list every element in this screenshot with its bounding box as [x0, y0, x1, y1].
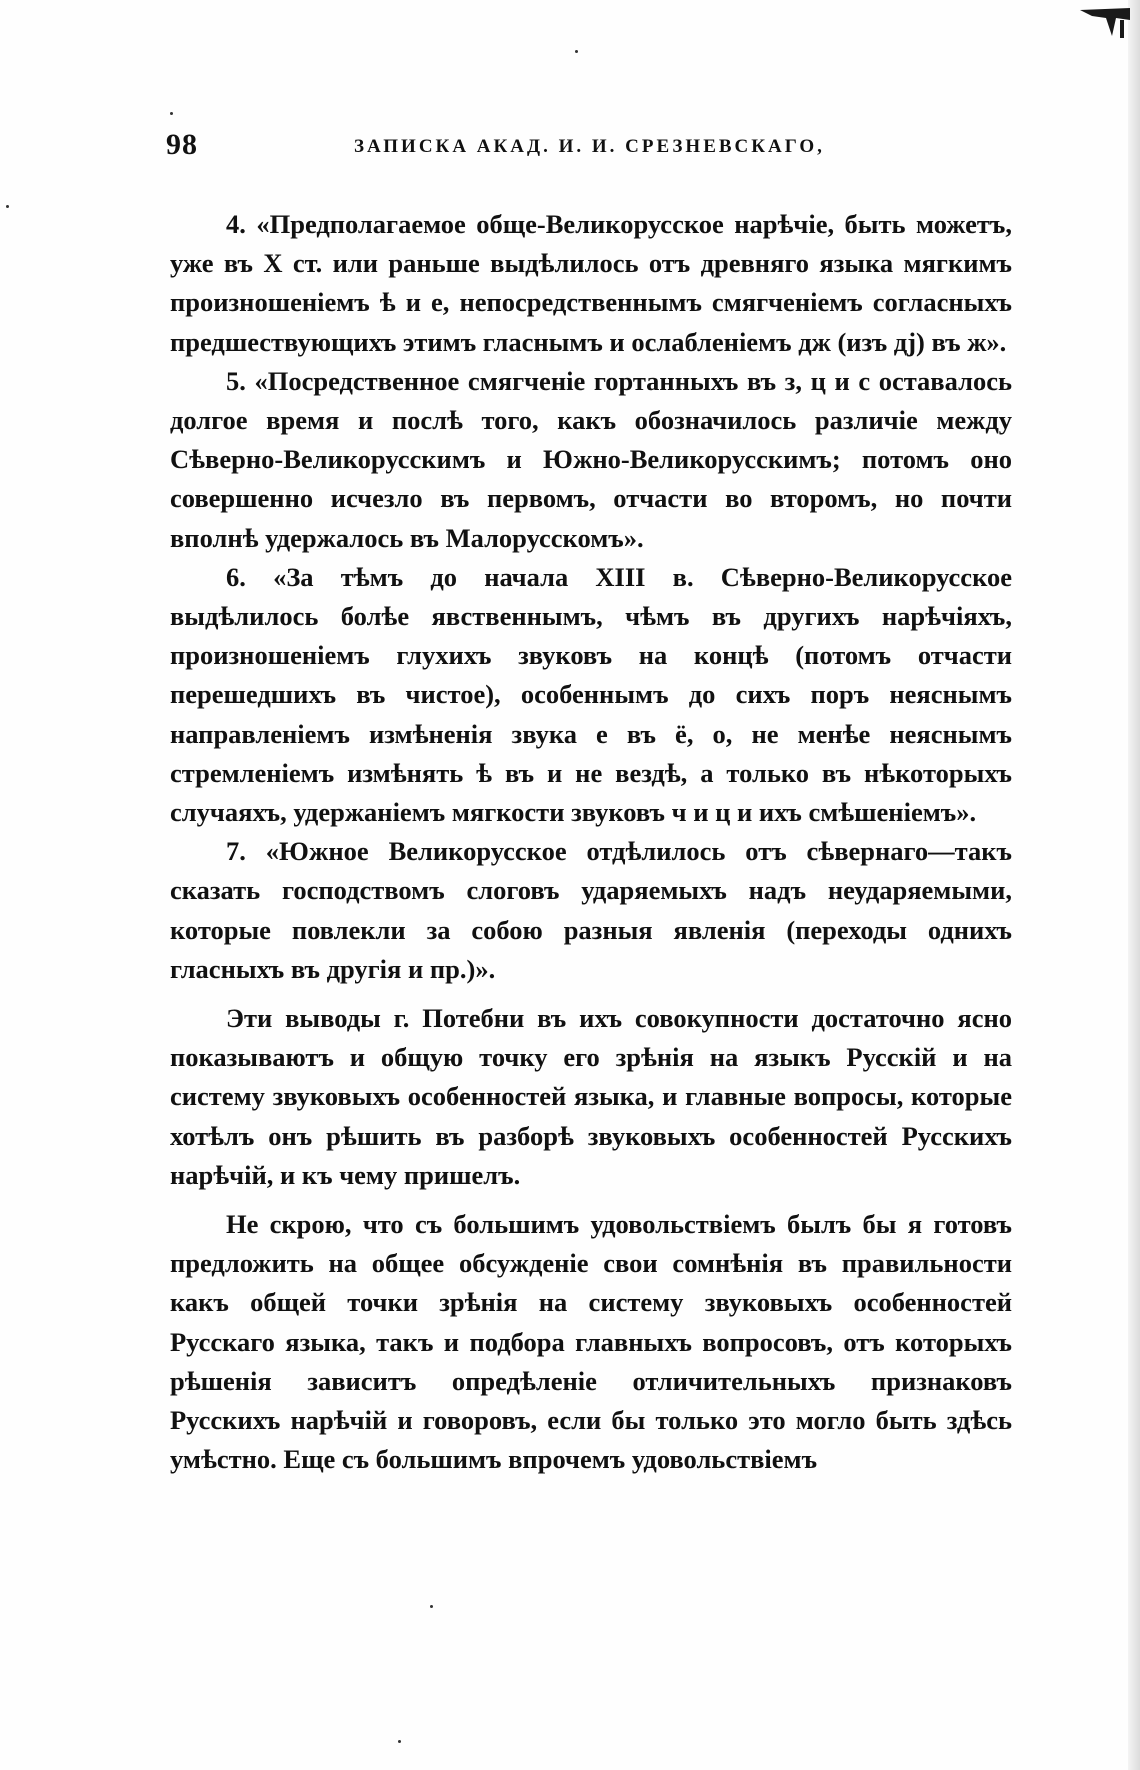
- page-header: [166, 128, 1010, 168]
- scan-speck: [575, 50, 578, 53]
- scan-speck: [170, 112, 173, 115]
- body-text: [170, 205, 1012, 1480]
- paragraph-remark: Не скрою, что съ большимъ удовольствіемъ былъ бы я готовъ предложить на общее обсужденіе свои сомнѣнія въ правильности какъ общей точки зрѣнія на систему звуковыхъ особенностей Русскаго языка, такъ и подбора главныхъ вопросовъ, отъ которыхъ рѣшенія зависитъ опредѣленіе отличительныхъ признаковъ Русскихъ нарѣчій и говоровъ, если бы только это могло быть здѣсь умѣстно. Еще съ большимъ впрочемъ удовольствіемъ: [170, 1209, 1012, 1475]
- running-title: ЗАПИСКА АКАД. И. И. СРЕЗНЕВСКАГО,: [354, 136, 825, 157]
- page-edge-shadow: [1128, 0, 1140, 1770]
- paragraph-conclusion: Эти выводы г. Потебни въ ихъ совокупности достаточно ясно показываютъ и общую точку его зрѣнія на языкъ Русскій и на систему звуковыхъ особенностей языка, и главные вопросы, которые хотѣлъ онъ рѣшить въ разборѣ звуковыхъ особенностей Русскихъ нарѣчій, и къ чему пришелъ.: [170, 1003, 1012, 1190]
- paragraph-point-6: 6. «За тѣмъ до начала XIII в. Сѣверно-Великорусское выдѣлилось болѣе явственнымъ, чѣмъ въ другихъ нарѣчіяхъ, произношеніемъ глухихъ звуковъ на концѣ (потомъ отчасти перешедшихъ въ чистое), особеннымъ до сихъ поръ неяснымъ направленіемъ измѣненія звука е въ ё, о, не менѣе неяснымъ стремленіемъ измѣнять ѣ въ и не вездѣ, а только въ нѣкоторыхъ случаяхъ, удержаніемъ мягкости звуковъ ч и ц и ихъ смѣшеніемъ».: [170, 561, 1012, 828]
- paragraph-point-4: 4. «Предполагаемое обще-Великорусское нарѣчіе, быть можетъ, уже въ X ст. или раньше выдѣлилось отъ древняго языка мягкимъ произношеніемъ ѣ и е, непосредственнымъ смягченіемъ согласныхъ предшествующихъ этимъ гласнымъ и ослабленіемъ дж (изъ дј) въ ж».: [170, 209, 1012, 357]
- paragraph-point-5: 5. «Посредственное смягченіе гортанныхъ въ з, ц и с оставалось долгое время и послѣ того, какъ обозначилось различіе между Сѣверно-Великорусскимъ и Южно-Великорусскимъ; потомъ оно совершенно исчезло въ первомъ, отчасти во второмъ, но почти вполнѣ удержалось въ Малорусскомъ».: [170, 365, 1012, 553]
- scan-speck: [430, 1605, 433, 1608]
- page-number: 98: [166, 128, 198, 161]
- scan-speck: [6, 205, 9, 208]
- paragraph-point-7: 7. «Южное Великорусское отдѣлилось отъ сѣвернаго—такъ сказать господствомъ слоговъ ударяемыхъ надъ неударяемыми, которые повлекли за собою разныя явленія (переходы однихъ гласныхъ въ другія и пр.)».: [170, 836, 1012, 984]
- scan-speck: [398, 1740, 401, 1743]
- scan-corner-artifact: [1072, 6, 1132, 46]
